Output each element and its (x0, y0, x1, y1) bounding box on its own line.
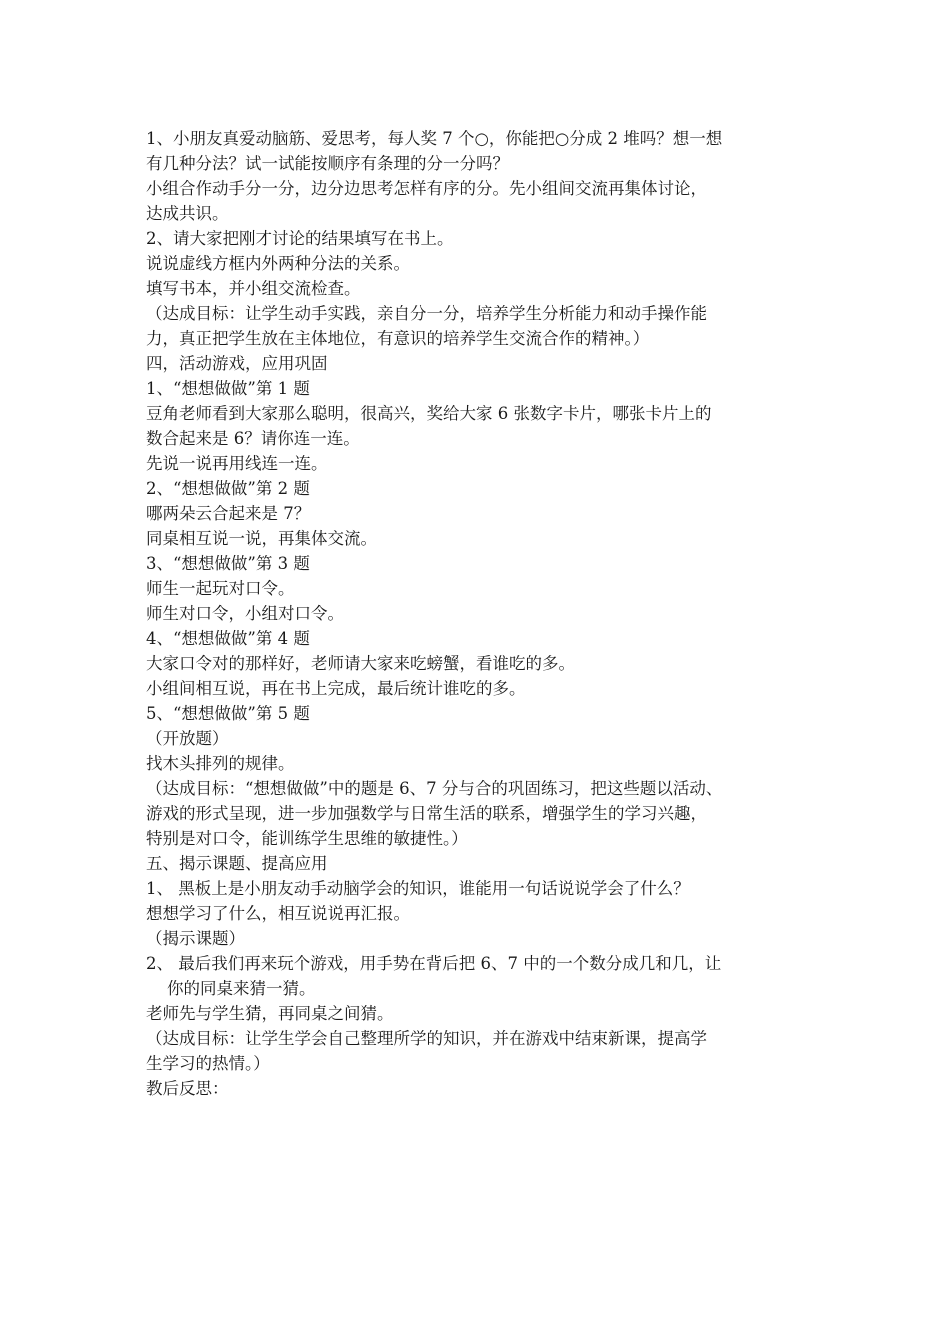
text-line: 小组合作动手分一分，边分边思考怎样有序的分。先小组间交流再集体讨论， (146, 179, 707, 198)
text-line: 达成共识。 (146, 204, 229, 223)
section-heading: 四，活动游戏，应用巩固 (146, 354, 328, 373)
section-heading: 五、揭示课题、提高应用 (146, 854, 328, 873)
text-line: 生学习的热情。） (146, 1054, 270, 1073)
text-line: 说说虚线方框内外两种分法的关系。 (146, 254, 410, 273)
text-line: 5、“想想做做”第 5 题 (146, 704, 310, 723)
text-line: （揭示课题） (146, 929, 245, 948)
text-line: （达成目标：“想想做做”中的题是 6、7 分与合的巩固练习，把这些题以活动、 (146, 779, 723, 798)
document-body (146, 126, 826, 1101)
text-line: 填写书本，并小组交流检查。 (146, 279, 361, 298)
text-line: 你的同桌来猜一猜。 (146, 979, 316, 998)
text-line: 2、请大家把刚才讨论的结果填写在书上。 (146, 229, 454, 248)
text-line: 豆角老师看到大家那么聪明，很高兴，奖给大家 6 张数字卡片，哪张卡片上的 (146, 404, 712, 423)
text-line: 2、“想想做做”第 2 题 (146, 479, 310, 498)
text-line: 游戏的形式呈现，进一步加强数学与日常生活的联系，增强学生的学习兴趣， (146, 804, 707, 823)
text-line: 师生一起玩对口令。 (146, 579, 295, 598)
text-line: （达成目标：让学生学会自己整理所学的知识，并在游戏中结束新课，提高学 (146, 1029, 707, 1048)
text-line: 特别是对口令，能训练学生思维的敏捷性。） (146, 829, 468, 848)
text-line: 师生对口令，小组对口令。 (146, 604, 344, 623)
text-line: 小组间相互说，再在书上完成，最后统计谁吃的多。 (146, 679, 526, 698)
text-line: 哪两朵云合起来是 7？ (146, 504, 311, 523)
text-line: （达成目标：让学生动手实践，亲自分一分，培养学生分析能力和动手操作能 (146, 304, 707, 323)
text-line: 1、“想想做做”第 1 题 (146, 379, 310, 398)
text-line: （开放题） (146, 729, 229, 748)
text-line: 先说一说再用线连一连。 (146, 454, 328, 473)
text-line: 教后反思： (146, 1079, 229, 1098)
text-line: 数合起来是 6？请你连一连。 (146, 429, 360, 448)
text-line: 1、小朋友真爱动脑筋、爱思考，每人奖 7 个○，你能把○分成 2 堆吗？想一想 (146, 129, 723, 148)
text-line: 想想学习了什么，相互说说再汇报。 (146, 904, 410, 923)
text-line: 3、“想想做做”第 3 题 (146, 554, 310, 573)
text-line: 力，真正把学生放在主体地位，有意识的培养学生交流合作的精神。） (146, 329, 650, 348)
text-line: 有几种分法？试一试能按顺序有条理的分一分吗？ (146, 154, 509, 173)
text-line: 2、 最后我们再来玩个游戏，用手势在背后把 6、7 中的一个数分成几和几，让 (146, 954, 722, 973)
text-line: 老师先与学生猜，再同桌之间猜。 (146, 1004, 394, 1023)
text-line: 1、 黑板上是小朋友动手动脑学会的知识，谁能用一句话说说学会了什么？ (146, 879, 690, 898)
text-line: 找木头排列的规律。 (146, 754, 295, 773)
text-line: 同桌相互说一说，再集体交流。 (146, 529, 377, 548)
text-line: 4、“想想做做”第 4 题 (146, 629, 310, 648)
text-line: 大家口令对的那样好，老师请大家来吃螃蟹，看谁吃的多。 (146, 654, 575, 673)
